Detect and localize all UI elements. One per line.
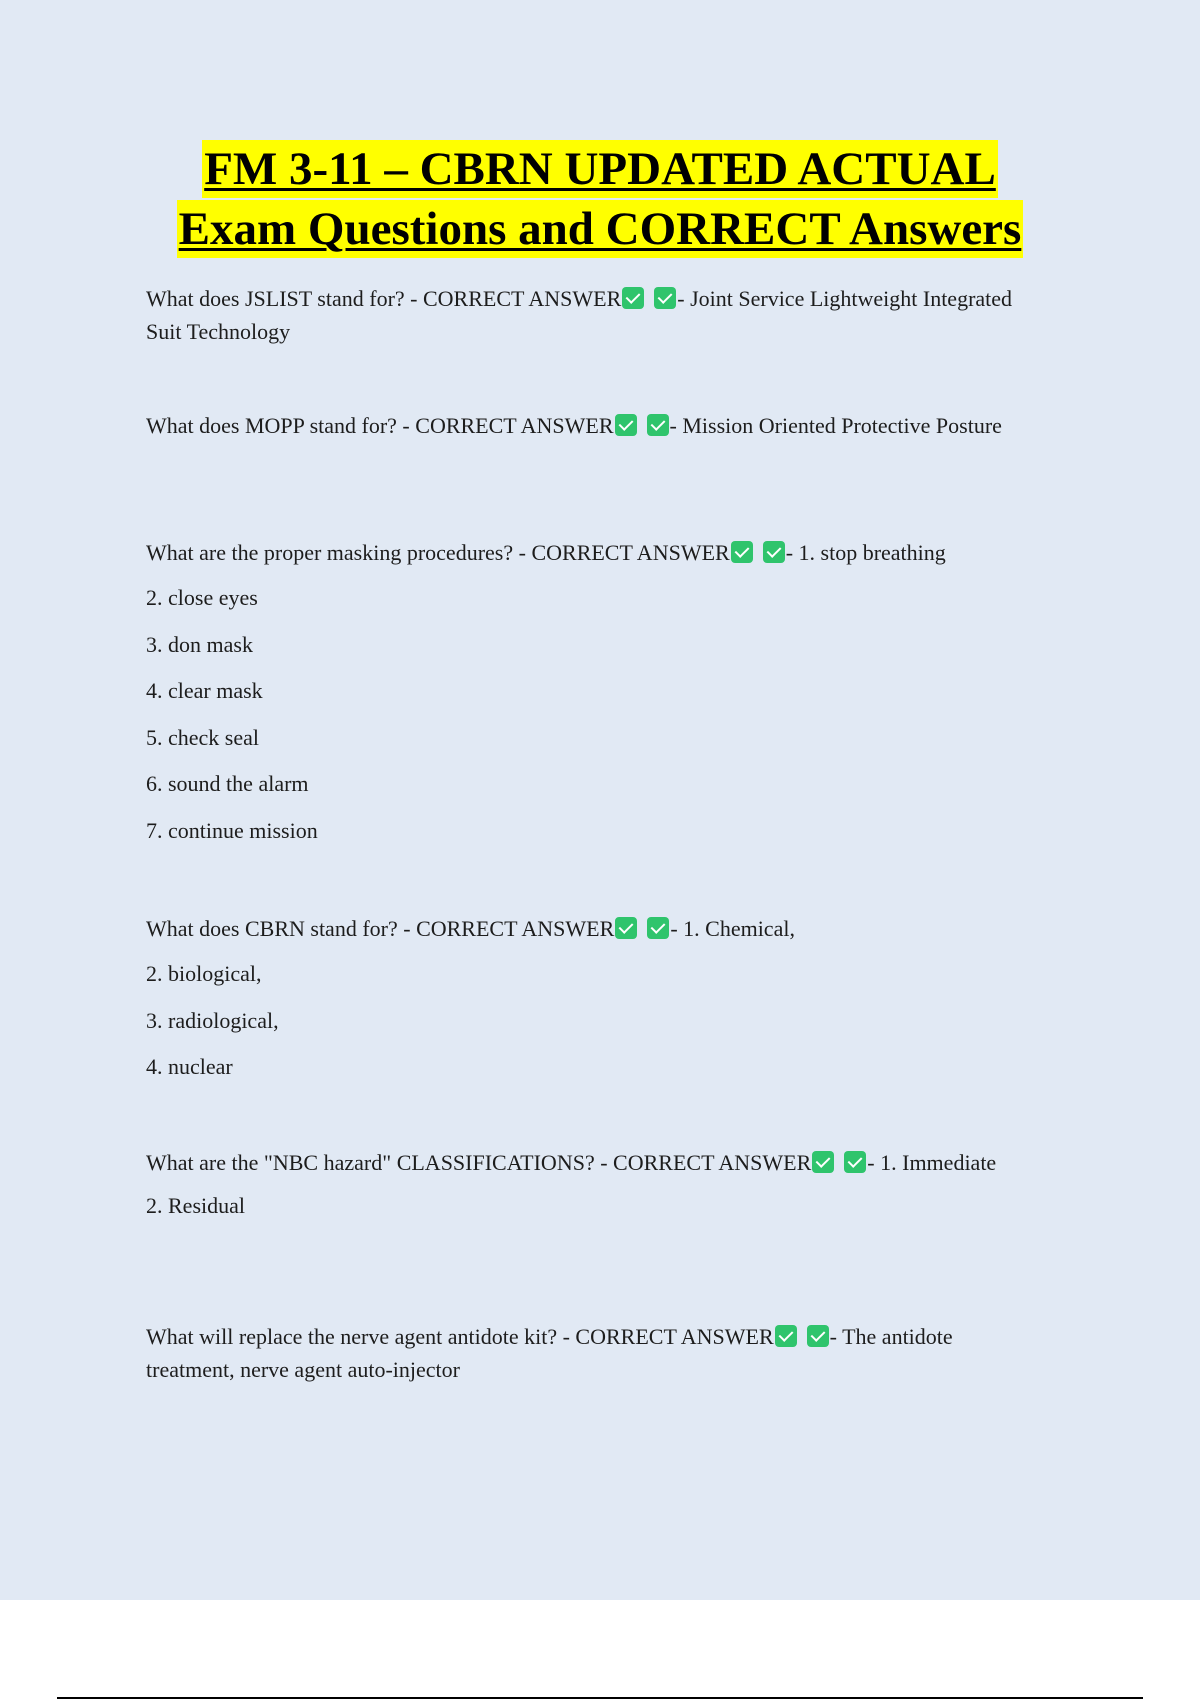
check-mark-icon [622,287,644,309]
qa-block-masking [146,536,1046,854]
qa-block-mopp [146,409,1046,442]
qa-block-nbc-hazard [146,1146,1046,1230]
list-item: 2. biological, [146,961,262,986]
list-item: 5. check seal [146,724,259,750]
question-text: What does CBRN stand for? - [146,916,417,941]
answer-text: - 1. stop breathing [785,540,946,565]
list-item: 7. continue mission [146,817,318,843]
check-mark-icon [615,414,637,436]
qa-paragraph [146,912,1046,945]
list-item: 3. radiological, [146,1007,279,1033]
title-line-2: Exam Questions and CORRECT Answers [177,200,1024,258]
qa-block-antidote [146,1320,1046,1386]
answer-text: - Mission Oriented Protective Posture [669,413,1002,438]
qa-block-cbrn [146,912,1046,1091]
check-mark-icon [763,541,785,563]
footer-divider [57,1697,1143,1699]
qa-paragraph [146,1320,1046,1386]
list-item: 3. don mask [146,631,253,657]
list-item: 4. nuclear [146,1054,233,1079]
correct-answer-label: CORRECT ANSWER [416,916,615,941]
answer-text: - The antidote treatment, nerve agent auto-injector [146,1324,953,1382]
correct-answer-label: CORRECT ANSWER [575,1324,774,1349]
correct-answer-label: CORRECT ANSWER [531,540,730,565]
answer-text: - Joint Service Lightweight Integrated Suit Technology [146,286,1013,344]
list-item: 4. clear mask [146,678,263,703]
list-item: 2. close eyes [146,585,258,610]
answer-text: - 1. Immediate [867,1150,997,1175]
question-text: What are the "NBC hazard" CLASSIFICATIONS? - [146,1150,614,1175]
title-line-1: FM 3-11 – CBRN UPDATED ACTUAL [202,140,998,198]
correct-answer-label: CORRECT ANSWER [415,413,614,438]
check-mark-icon [647,414,669,436]
check-mark-icon [807,1325,829,1347]
correct-answer-label: CORRECT ANSWER [423,286,622,311]
question-text: What does MOPP stand for? - [146,413,416,438]
check-mark-icon [775,1325,797,1347]
qa-paragraph [146,1146,1046,1179]
check-mark-icon [812,1151,834,1173]
question-text: What will replace the nerve agent antidote kit? - [146,1324,576,1349]
check-mark-icon [844,1151,866,1173]
question-text: What are the proper masking procedures? - [146,540,532,565]
qa-paragraph [146,409,1046,442]
document-title [0,140,1200,260]
qa-paragraph [146,282,1046,348]
check-mark-icon [615,917,637,939]
qa-paragraph [146,536,1046,569]
check-mark-icon [647,917,669,939]
check-mark-icon [654,287,676,309]
list-item: 2. Residual [146,1193,245,1218]
answer-text: - 1. Chemical, [670,916,795,941]
correct-answer-label: CORRECT ANSWER [613,1150,812,1175]
question-text: What does JSLIST stand for? - [146,286,423,311]
list-item: 6. sound the alarm [146,771,309,796]
check-mark-icon [731,541,753,563]
qa-block-jslist [146,282,1046,348]
